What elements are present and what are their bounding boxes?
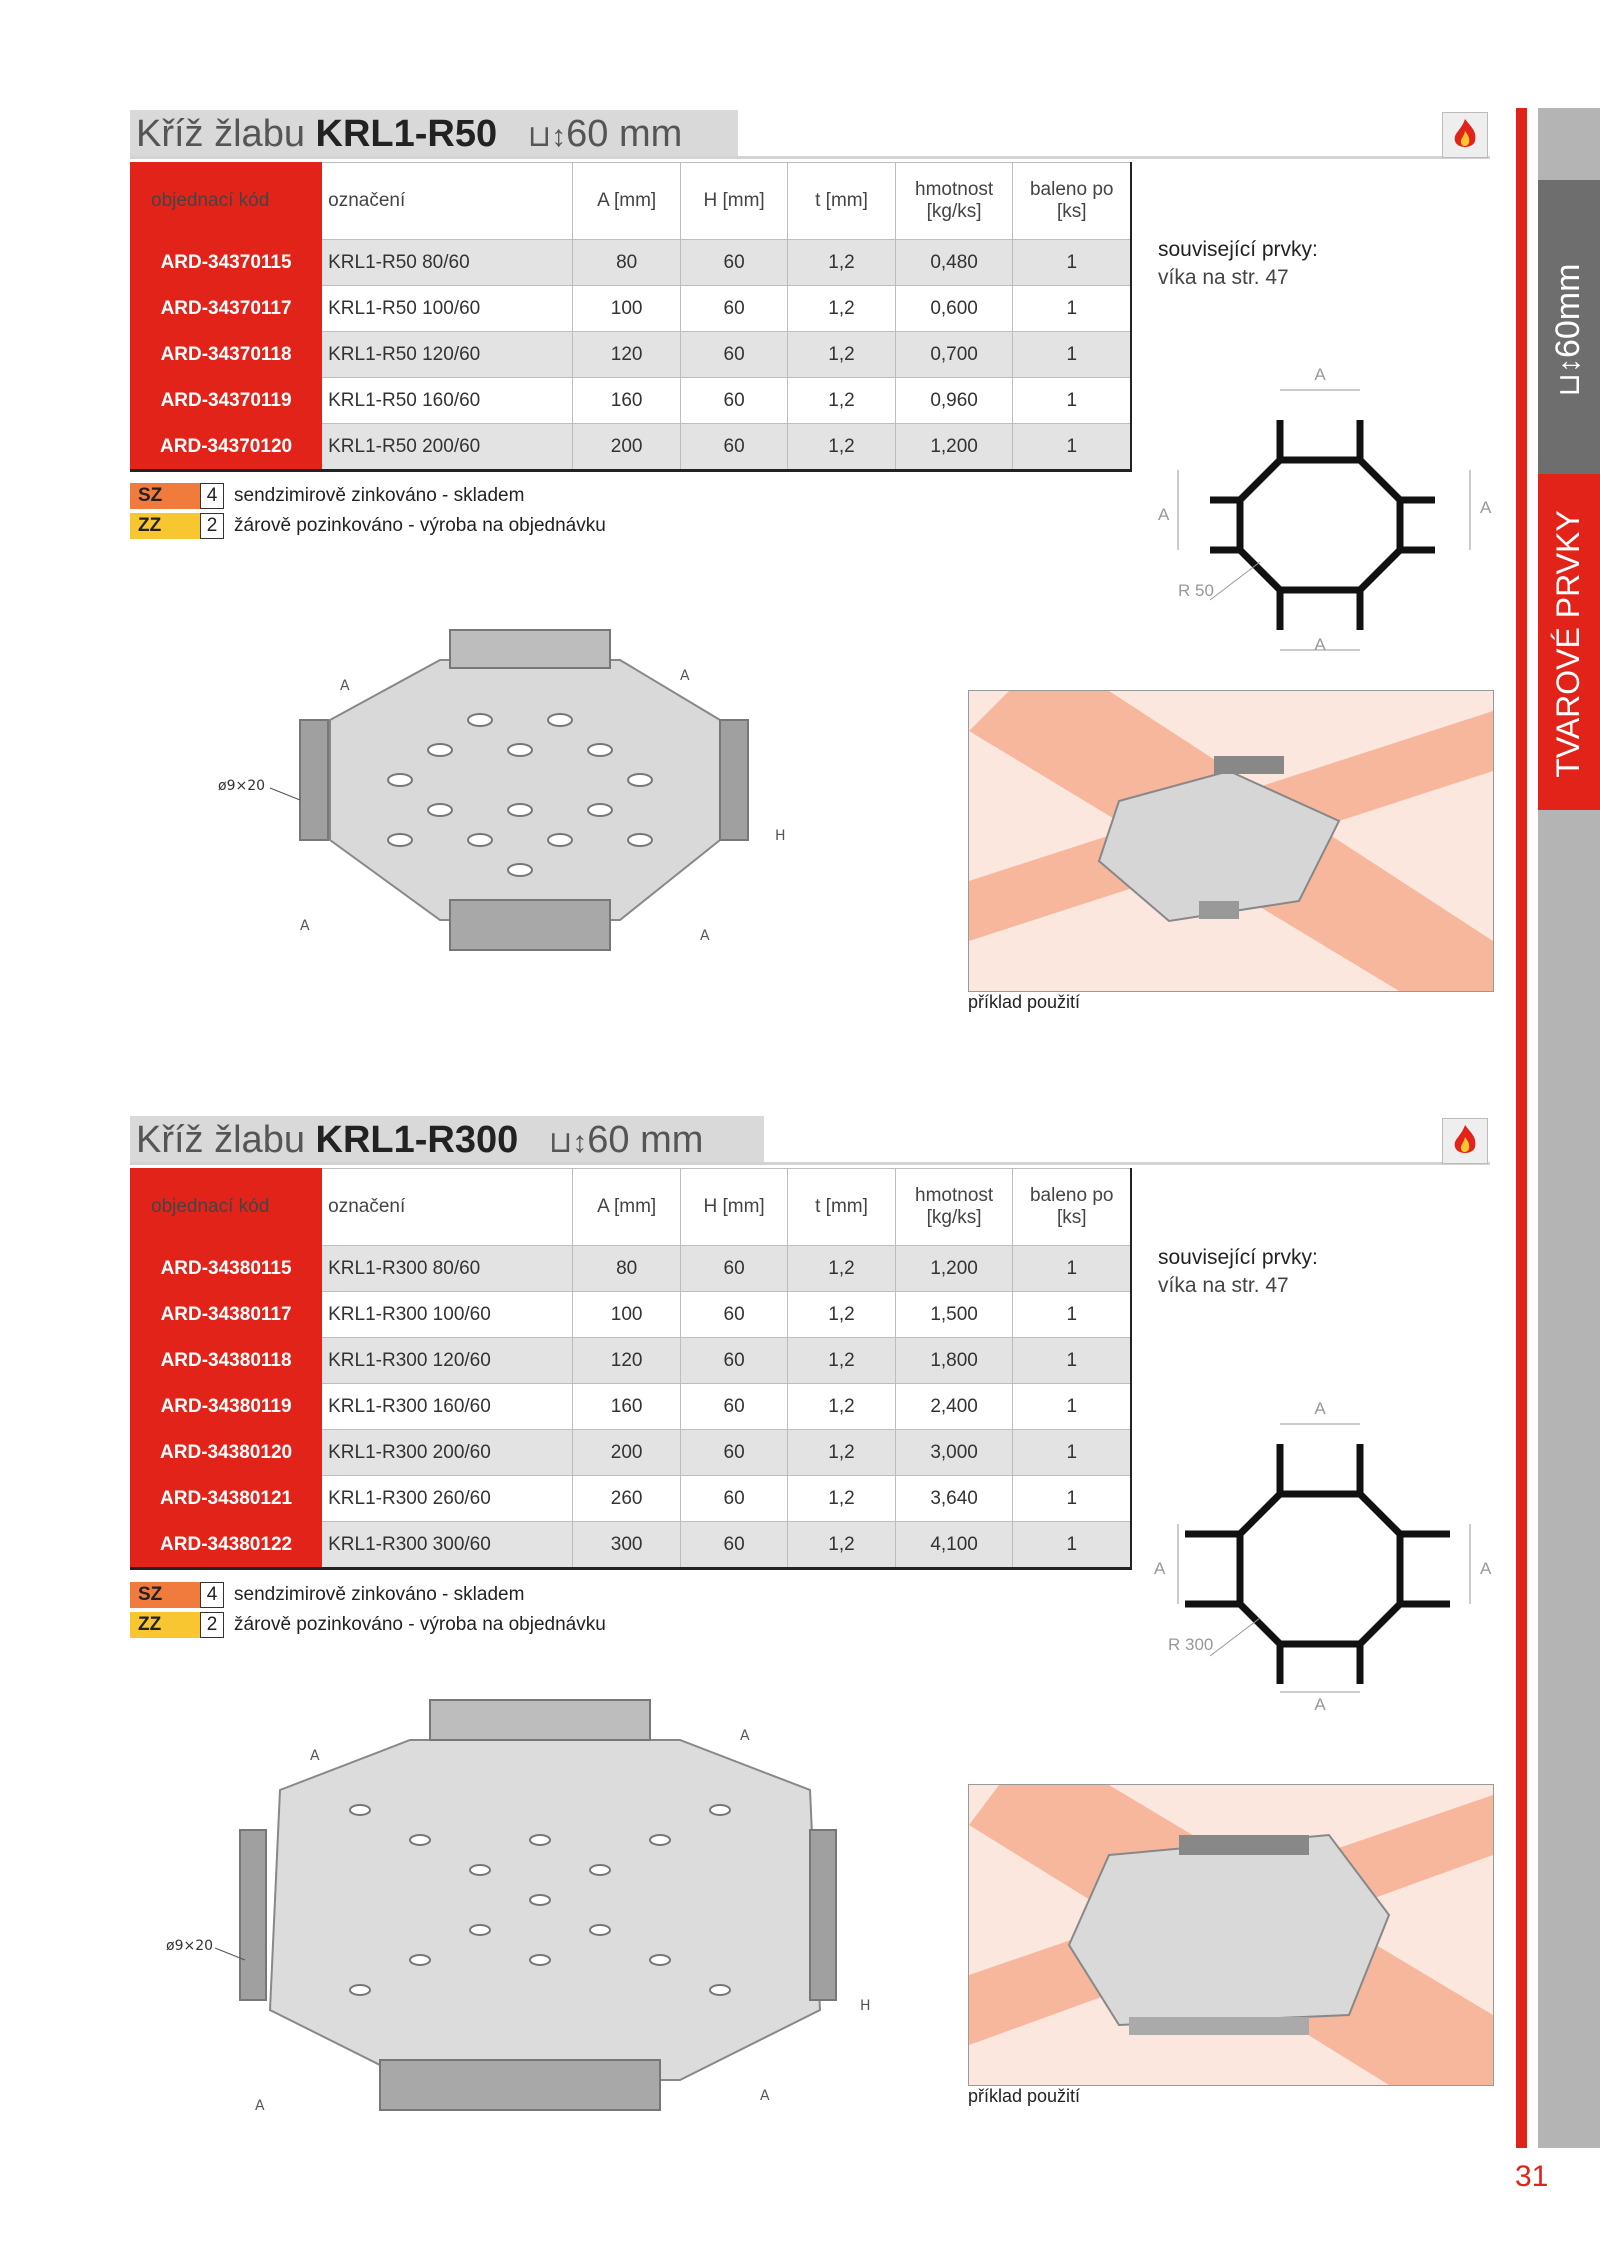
side-height-tab (1538, 180, 1600, 474)
svg-text:H: H (775, 828, 786, 844)
side-accent-line (1516, 108, 1527, 2148)
svg-text:A: A (1480, 1559, 1492, 1578)
col-header-name: označení (322, 1169, 573, 1246)
col-header-t: t [mm] (788, 1169, 895, 1246)
trough-profile-icon: ⊔↕ (548, 1126, 588, 1159)
svg-text:A: A (1154, 1559, 1166, 1578)
usage-photo (968, 690, 1494, 992)
col-header-mass: hmotnost [kg/ks] (895, 1169, 1013, 1246)
cross-outline-diagram (1140, 330, 1500, 670)
svg-text:ø9×20: ø9×20 (218, 778, 266, 794)
section-title: Kříž žlabu KRL1-R300 ⊔↕60 mm (130, 1116, 764, 1164)
svg-text:A: A (310, 1748, 320, 1764)
col-header-h: H [mm] (680, 163, 787, 240)
svg-text:A: A (1314, 365, 1326, 384)
product-table (130, 1168, 1132, 1570)
side-category-text: TVAROVÉ PRVKY (1550, 510, 1586, 778)
table-row: ARD-34380122 KRL1-R300 300/60 300 60 1,2 4,100 1 (131, 1522, 1132, 1569)
svg-text:A: A (760, 2088, 770, 2104)
table-row: ARD-34380115 KRL1-R300 80/60 80 60 1,2 1,200 1 (131, 1246, 1132, 1292)
table-row: ARD-34370120 KRL1-R50 200/60 200 60 1,2 1,200 1 (131, 424, 1132, 471)
table-row: ARD-34380118 KRL1-R300 120/60 120 60 1,2 1,800 1 (131, 1338, 1132, 1384)
svg-text:A: A (700, 928, 710, 944)
svg-text:A: A (1158, 505, 1170, 524)
svg-text:A: A (1480, 498, 1492, 517)
svg-text:ø9×20: ø9×20 (166, 1938, 214, 1954)
title-underline (130, 1162, 1490, 1165)
col-header-pack: baleno po [ks] (1013, 1169, 1131, 1246)
table-row: ARD-34370118 KRL1-R50 120/60 120 60 1,2 0,700 1 (131, 332, 1132, 378)
col-header-pack: baleno po [ks] (1013, 163, 1131, 240)
product-table (130, 162, 1132, 472)
related-items: související prvky: víka na str. 47 (1158, 1246, 1318, 1297)
col-header-code: objednací kód (131, 1169, 322, 1246)
photo-caption: příklad použití (968, 992, 1081, 1012)
related-items: související prvky: víka na str. 47 (1158, 238, 1318, 289)
table-row: ARD-34380120 KRL1-R300 200/60 200 60 1,2 3,000 1 (131, 1430, 1132, 1476)
svg-text:A: A (1314, 1695, 1326, 1714)
col-header-name: označení (322, 163, 573, 240)
finish-legend: SZ 4 sendzimirově zinkováno - skladem ZZ 2 žárově pozinkováno - výroba na objednávku (130, 481, 606, 541)
svg-text:A: A (680, 668, 690, 684)
svg-text:A: A (300, 918, 310, 934)
side-category-tab[interactable] (1538, 474, 1600, 810)
product-drawing (160, 1680, 900, 2140)
col-header-h: H [mm] (680, 1169, 787, 1246)
table-row: ARD-34380121 KRL1-R300 260/60 260 60 1,2 3,640 1 (131, 1476, 1132, 1522)
col-header-a: A [mm] (573, 163, 680, 240)
finish-legend: SZ 4 sendzimirově zinkováno - skladem ZZ 2 žárově pozinkováno - výroba na objednávku (130, 1580, 606, 1640)
table-row: ARD-34370115 KRL1-R50 80/60 80 60 1,2 0,480 1 (131, 240, 1132, 286)
col-header-t: t [mm] (788, 163, 895, 240)
svg-text:A: A (740, 1728, 750, 1744)
table-row: ARD-34370117 KRL1-R50 100/60 100 60 1,2 0,600 1 (131, 286, 1132, 332)
title-underline (130, 156, 1490, 159)
section-title: Kříž žlabu KRL1-R50 ⊔↕60 mm (130, 110, 738, 158)
col-header-a: A [mm] (573, 1169, 680, 1246)
page-number: 31 (1515, 2160, 1549, 2193)
photo-caption: příklad použití (968, 2086, 1081, 2106)
fire-icon (1442, 112, 1488, 158)
product-drawing (200, 600, 820, 1020)
trough-profile-icon: ⊔↕ (1553, 358, 1586, 397)
svg-text:R 50: R 50 (1178, 581, 1214, 600)
cross-outline-diagram (1140, 1374, 1500, 1714)
svg-text:A: A (340, 678, 350, 694)
fire-icon (1442, 1118, 1488, 1164)
table-row: ARD-34380119 KRL1-R300 160/60 160 60 1,2 2,400 1 (131, 1384, 1132, 1430)
svg-text:A: A (255, 2098, 265, 2114)
usage-photo (968, 1784, 1494, 2086)
trough-profile-icon: ⊔↕ (527, 120, 567, 153)
svg-text:H: H (860, 1998, 871, 2014)
table-row: ARD-34380117 KRL1-R300 100/60 100 60 1,2 1,500 1 (131, 1292, 1132, 1338)
svg-text:R 300: R 300 (1168, 1635, 1214, 1654)
side-height-text: 60mm (1549, 263, 1587, 359)
svg-text:A: A (1314, 635, 1326, 654)
svg-text:A: A (1314, 1399, 1326, 1418)
col-header-mass: hmotnost [kg/ks] (895, 163, 1013, 240)
col-header-code: objednací kód (131, 163, 322, 240)
table-row: ARD-34370119 KRL1-R50 160/60 160 60 1,2 0,960 1 (131, 378, 1132, 424)
